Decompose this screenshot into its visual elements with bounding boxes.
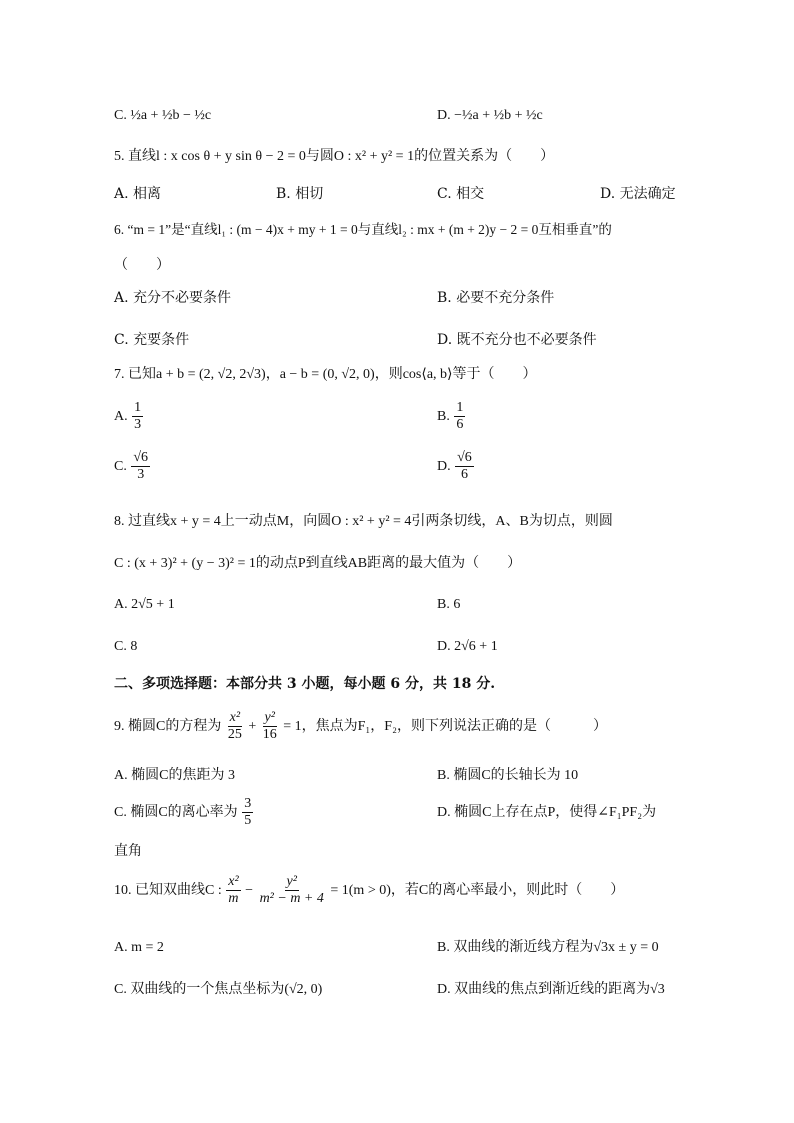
q10-minus-sign: − xyxy=(245,882,254,898)
q7-option-b-fraction xyxy=(454,400,465,433)
q9-option-c-prefix: C. 椭圆C的离心率为 xyxy=(114,804,238,820)
q8-option-a[interactable]: A. 2√5 + 1 xyxy=(114,597,175,612)
q4-option-c[interactable]: C. ½a + ½b − ½c xyxy=(114,108,212,123)
q9-option-d[interactable]: D. 椭圆C上存在点P，使得∠F₁PF₂为 xyxy=(437,805,657,820)
q5-option-d[interactable]: D. 无法确定 xyxy=(600,186,676,202)
q10-fraction-y-denominator: m² − m + 4 xyxy=(259,891,324,907)
q7-option-c-label: C. xyxy=(114,458,127,474)
q9-stem-prefix: 9. 椭圆C的方程为 xyxy=(114,718,222,734)
q5-option-c[interactable]: C. 相交 xyxy=(437,186,485,202)
q5-option-a[interactable]: A. 相离 xyxy=(114,186,162,202)
q9-option-c-denominator: 5 xyxy=(244,813,252,829)
q7-option-c[interactable] xyxy=(114,450,151,483)
q9-option-c-fraction xyxy=(242,796,253,829)
q6-option-c[interactable]: C. 充要条件 xyxy=(114,332,190,348)
q10-stem-prefix: 10. 已知双曲线C : xyxy=(114,882,222,898)
q8-stem-line2: C : (x + 3)² + (y − 3)² = 1的动点P到直线AB距离的最大值为（ ） xyxy=(114,556,522,571)
q8-option-d[interactable]: D. 2√6 + 1 xyxy=(437,639,498,654)
q9-option-b[interactable]: B. 椭圆C的长轴长为 10 xyxy=(437,768,579,783)
q7-option-c-denominator: 3 xyxy=(137,467,145,483)
q7-option-b-numerator: 1 xyxy=(454,400,465,417)
q7-option-b[interactable] xyxy=(437,400,466,433)
q8-option-b[interactable]: B. 6 xyxy=(437,597,461,612)
q9-option-c[interactable] xyxy=(114,796,254,829)
q7-option-b-denominator: 6 xyxy=(456,417,464,433)
q10-fraction-x xyxy=(226,874,240,907)
q10-option-c[interactable]: C. 双曲线的一个焦点坐标为(√2, 0) xyxy=(114,982,323,997)
q7-option-a-numerator: 1 xyxy=(132,400,143,417)
section-title-multiple-choice: 二、多项选择题：本部分共 3 小题，每小题 6 分，共 18 分. xyxy=(114,676,496,692)
q9-stem-suffix: = 1，焦点为F₁，F₂，则下列说法正确的是（ ） xyxy=(283,718,607,734)
q7-option-c-numerator: √6 xyxy=(131,450,150,467)
q7-option-a[interactable] xyxy=(114,400,144,433)
q9-fraction-x xyxy=(226,710,244,743)
q7-option-d-label: D. xyxy=(437,458,451,474)
q10-fraction-x-numerator: x² xyxy=(226,874,240,891)
q7-option-a-fraction xyxy=(132,400,143,433)
q6-option-a[interactable]: A. 充分不必要条件 xyxy=(114,290,232,306)
q9-plus-sign: + xyxy=(248,718,257,734)
q9-option-c-numerator: 3 xyxy=(242,796,253,813)
q7-stem: 7. 已知a + b = (2, √2, 2√3)，a − b = (0, √2, 0)，则cos⟨a, b⟩等于（ ） xyxy=(114,367,537,382)
q7-option-a-denominator: 3 xyxy=(134,417,142,433)
q6-stem-line1: 6. “m = 1”是“直线l₁ : (m − 4)x + my + 1 = 0与直线l₂ : mx + (m + 2)y − 2 = 0互相垂直”的 xyxy=(114,222,612,237)
q7-option-d[interactable] xyxy=(437,450,475,483)
q9-fraction-x-numerator: x² xyxy=(228,710,242,727)
q9-stem xyxy=(114,710,607,743)
q7-option-d-fraction xyxy=(455,450,474,483)
q6-stem-line2: （ ） xyxy=(114,257,170,273)
q9-option-a[interactable]: A. 椭圆C的焦距为 3 xyxy=(114,768,235,783)
q10-option-a[interactable]: A. m = 2 xyxy=(114,940,164,955)
q4-option-d[interactable]: D. −½a + ½b + ½c xyxy=(437,108,543,123)
q9-fraction-y-denominator: 16 xyxy=(262,727,277,743)
q9-option-d-continuation: 直角 xyxy=(114,843,142,859)
q10-option-d[interactable]: D. 双曲线的焦点到渐近线的距离为√3 xyxy=(437,982,665,997)
q7-option-d-denominator: 6 xyxy=(460,467,468,483)
q6-option-b[interactable]: B. 必要不充分条件 xyxy=(437,290,555,306)
q10-fraction-y xyxy=(258,874,326,907)
q8-option-c[interactable]: C. 8 xyxy=(114,639,138,654)
q9-fraction-y xyxy=(261,710,279,743)
q6-option-d[interactable]: D. 既不充分也不必要条件 xyxy=(437,332,597,348)
q10-option-b[interactable]: B. 双曲线的渐近线方程为√3x ± y = 0 xyxy=(437,940,659,955)
q10-fraction-y-numerator: y² xyxy=(285,874,299,891)
q9-fraction-x-denominator: 25 xyxy=(227,727,242,743)
q10-stem xyxy=(114,874,624,907)
q5-stem: 5. 直线l : x cos θ + y sin θ − 2 = 0与圆O : x² + y² = 1的位置关系为（ ） xyxy=(114,149,555,164)
q7-option-b-label: B. xyxy=(437,408,450,424)
q7-option-c-fraction xyxy=(131,450,150,483)
q9-fraction-y-numerator: y² xyxy=(263,710,277,727)
q5-option-b[interactable]: B. 相切 xyxy=(276,186,324,202)
q10-fraction-x-denominator: m xyxy=(228,891,239,907)
q7-option-d-numerator: √6 xyxy=(455,450,474,467)
q7-option-a-label: A. xyxy=(114,408,128,424)
q10-stem-suffix: = 1(m > 0)，若C的离心率最小，则此时（ ） xyxy=(330,882,625,898)
q8-stem-line1: 8. 过直线x + y = 4上一动点M，向圆O : x² + y² = 4引两条切线，A、B为切点，则圆 xyxy=(114,514,613,529)
